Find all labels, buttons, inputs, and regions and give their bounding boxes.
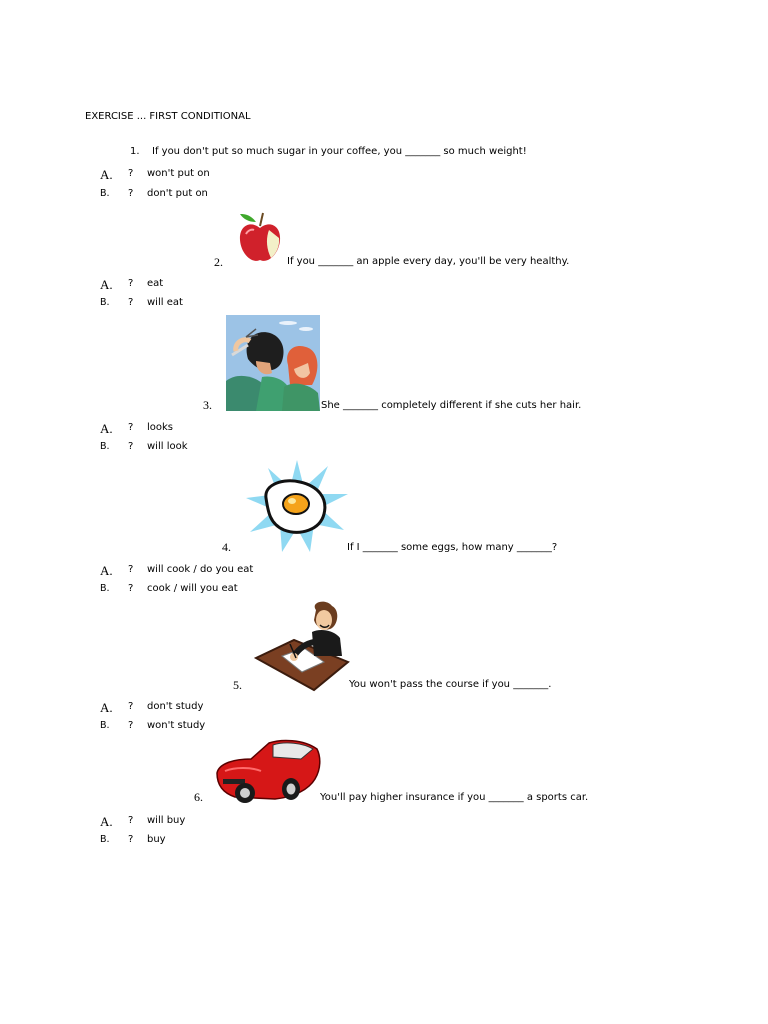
option-text: won't study (147, 720, 206, 731)
option-letter: A. (100, 700, 113, 715)
question-number: 2. (214, 255, 223, 269)
option-mark: ? (128, 583, 134, 594)
option-letter: A. (100, 167, 113, 182)
option-letter: A. (100, 277, 113, 292)
option-letter: B. (100, 441, 110, 452)
option-text: will look (147, 441, 188, 452)
option-mark: ? (128, 564, 134, 575)
option-letter: A. (100, 563, 113, 578)
option-letter: B. (100, 297, 110, 308)
option-mark: ? (128, 297, 134, 308)
option-letter: B. (100, 720, 110, 731)
question-text: She _______ completely different if she cuts her hair. (321, 400, 582, 411)
option-letter: B. (100, 834, 110, 845)
question-number: 6. (194, 790, 203, 804)
apple-icon (236, 208, 284, 264)
option-text: buy (147, 834, 166, 845)
question-number: 3. (203, 398, 212, 412)
option-mark: ? (128, 441, 134, 452)
question-number: 1. (130, 146, 140, 157)
question-text: If you don't put so much sugar in your coffee, you _______ so much weight! (152, 146, 527, 157)
option-mark: ? (128, 168, 134, 179)
fried-egg-icon (244, 458, 350, 554)
question-text: If you _______ an apple every day, you'll be very healthy. (287, 256, 570, 267)
option-text: looks (147, 422, 174, 433)
option-text: don't study (147, 701, 204, 712)
option-text: will buy (147, 815, 186, 826)
option-letter: A. (100, 814, 113, 829)
option-mark: ? (128, 720, 134, 731)
haircut-icon (226, 315, 320, 411)
option-letter: A. (100, 421, 113, 436)
question-text: You won't pass the course if you _______. (349, 679, 552, 690)
option-text: will cook / do you eat (147, 564, 254, 575)
page-title: EXERCISE ... FIRST CONDITIONAL (85, 111, 251, 122)
option-mark: ? (128, 834, 134, 845)
option-mark: ? (128, 278, 134, 289)
student-studying-icon (254, 600, 350, 692)
option-mark: ? (128, 815, 134, 826)
option-text: won't put on (147, 168, 210, 179)
sports-car-icon (215, 737, 323, 805)
question-number: 5. (233, 678, 242, 692)
option-letter: B. (100, 583, 110, 594)
option-text: eat (147, 278, 164, 289)
option-mark: ? (128, 701, 134, 712)
option-text: will eat (147, 297, 183, 308)
option-text: don't put on (147, 188, 208, 199)
question-text: If I _______ some eggs, how many _______? (347, 542, 558, 553)
question-number: 4. (222, 540, 231, 554)
option-text: cook / will you eat (147, 583, 238, 594)
option-mark: ? (128, 188, 134, 199)
question-text: You'll pay higher insurance if you _______ a sports car. (320, 792, 589, 803)
option-mark: ? (128, 422, 134, 433)
option-letter: B. (100, 188, 110, 199)
